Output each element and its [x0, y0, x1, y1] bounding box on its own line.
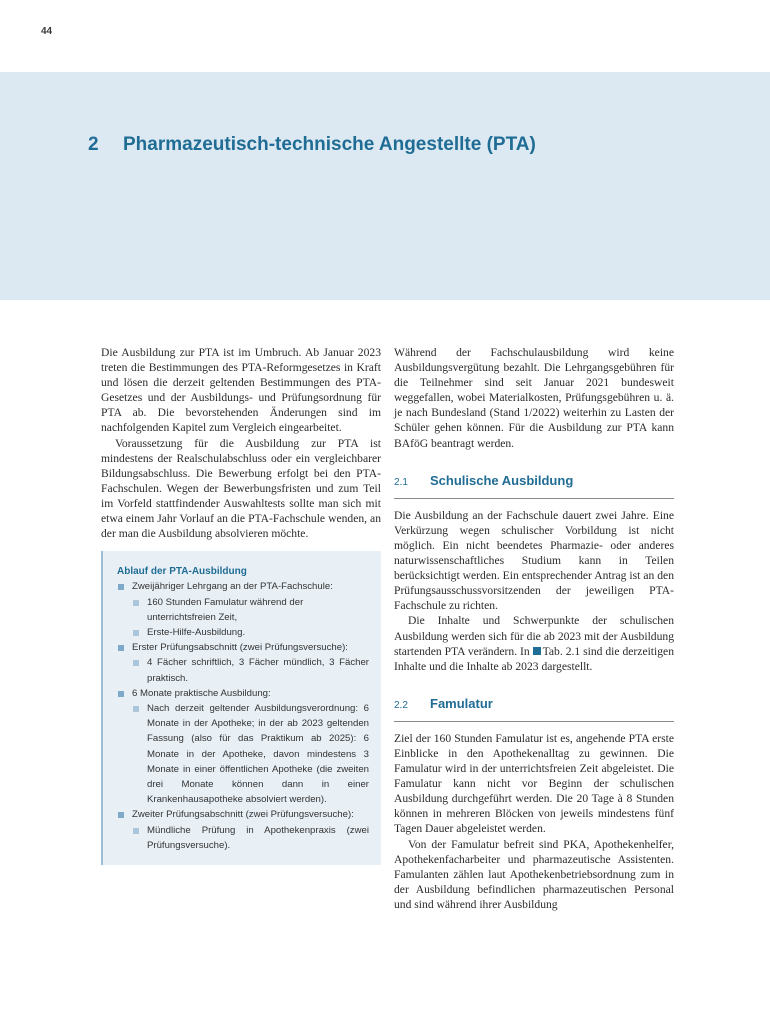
info-box-title: Ablauf der PTA-Ausbildung [117, 566, 247, 578]
section-heading-schulische-ausbildung [394, 473, 674, 499]
chapter-header-band [0, 70, 770, 300]
table-reference-link[interactable]: Tab. 2.1 [542, 644, 581, 658]
right-column [394, 345, 674, 912]
intro-paragraph: Die Ausbildung zur PTA ist im Umbruch. Ab Januar 2023 treten die Bestimmungen des PTA-Reformgesetzes in Kraft und lösen die derzeit geltenden Bestimmungen des PTA-Gesetzes und der Ausbildungs- und Prüfungsordnung für PTA ab. Die bevorstehenden Änderungen sind im nachfolgenden Kapitel zum Vergleich eingearbeitet. [101, 346, 381, 435]
list-item-label: 6 Monate praktische Ausbildung: [132, 687, 271, 699]
sub-list-item: Nach derzeit geltender Ausbildungsverordnung: 6 Monate in der Apotheke; in der ab 2023 geltenden Fassung (also für das Praktikum ab 2025): 6 Monate in der Apotheke, davon mindestens 3 Monate in einer öffentlichen Apotheke (die zweiten drei Monate können dann in einer Krankenhausapotheke absolviert werden). [132, 701, 369, 807]
funding-paragraph: Während der Fachschulausbildung wird keine Ausbildungsvergütung bezahlt. Die Lehrgangsgebühren für die Teilnehmer sind seit Januar 2021 bundesweit weggefallen, wobei Materialkosten, Prüfungsgebühren u. ä. je nach Bundesland (Stand 1/2022) weiterhin zu Lasten der Schüler gehen können. Für die Ausbildung zur PTA kann BAföG beantragt werden. [394, 346, 674, 450]
section-title: Schulische Ausbildung [430, 472, 574, 488]
section-title: Famulatur [430, 695, 493, 711]
text-span: Die Inhalte und Schwerpunkte der schulischen Ausbildung werden sich für die ab 2023 mit der Ausbildung startenden PTA verändern. In [394, 614, 674, 658]
list-item-label: Zweijähriger Lehrgang an der PTA-Fachschule: [132, 581, 333, 593]
chapter-title [88, 134, 536, 156]
list-item [117, 640, 369, 686]
section-number: 2.2 [394, 699, 408, 711]
list-item-label: Erster Prüfungsabschnitt (zwei Prüfungsversuche): [132, 642, 348, 654]
chapter-title-text: Pharmazeutisch-technische Angestellte (PTA) [123, 134, 536, 155]
sub-list-item: Erste-Hilfe-Ausbildung. [132, 625, 369, 640]
table-reference-icon [533, 647, 541, 655]
info-box [101, 551, 381, 865]
list-item-label: Zweiter Prüfungsabschnitt (zwei Prüfungsversuche): [132, 809, 354, 821]
sub-list-item: 4 Fächer schriftlich, 3 Fächer mündlich, 3 Fächer praktisch. [132, 655, 369, 685]
section-paragraph: Ziel der 160 Stunden Famulatur ist es, angehende PTA erste Einblicke in den Apothekenalltag zu gewinnen. Die Famulatur wird in der unterrichtsfreien Zeit abgeleistet. Die Famulatur kann nicht vor Beginn der schulischen Ausbildung durchgeführt werden. Die 20 Tage à 8 Stunden können in mehreren Blöcken von jeweils mindestens fünf Tagen Dauer abgeleistet werden. [394, 731, 674, 836]
chapter-number: 2 [88, 134, 99, 155]
info-box-list [117, 579, 369, 853]
text-span: sind die derzeitigen Inhalte und die Inhalte ab 2023 dargestellt. [394, 644, 674, 673]
section-paragraph [394, 613, 674, 673]
section-number: 2.1 [394, 476, 408, 488]
sub-list-item: Mündliche Prüfung in Apothekenpraxis (zwei Prüfungsversuche). [132, 823, 369, 853]
list-item [117, 686, 369, 808]
requirements-paragraph: Voraussetzung für die Ausbildung zur PTA ist mindestens der Realschulabschluss oder ein vergleichbarer Bildungsabschluss. Die Bewerbung erfolgt bei den PTA-Fachschulen. Wegen der Bewerbungsfristen und zum Teil im Vorfeld stattfindender Auswahltests sollte man sich mit etwa einem Jahr Vorlauf an die PTA-Fachschule wenden, an der man die Ausbildung absolvieren möchte. [101, 436, 381, 541]
section-paragraph: Die Ausbildung an der Fachschule dauert zwei Jahre. Eine Verkürzung wegen schulischer Vorbildung ist nicht möglich. Ein nicht beendetes Pharmazie- oder anderes naturwissenschaftliches Studium kann in Teilen berücksichtigt werden. Ein entsprechender Antrag ist an den Prüfungsausschussvorsitzenden der jeweiligen PTA-Fachschule zu richten. [394, 508, 674, 613]
section-heading-famulatur [394, 696, 674, 722]
list-item [117, 807, 369, 853]
left-column [101, 345, 381, 865]
section-paragraph: Von der Famulatur befreit sind PKA, Apothekenhelfer, Apothekenfacharbeiter und pharmazeutische Assistenten. Famulanten zählen laut Apothekenbetriebsordnung zum in der Ausbildung befindlichen pharmazeutischen Personal und sind während ihrer Ausbildung [394, 837, 674, 911]
page-number: 44 [41, 26, 53, 37]
sub-list-item: 160 Stunden Famulatur während der unterrichtsfreien Zeit, [132, 595, 369, 625]
list-item [117, 579, 369, 640]
